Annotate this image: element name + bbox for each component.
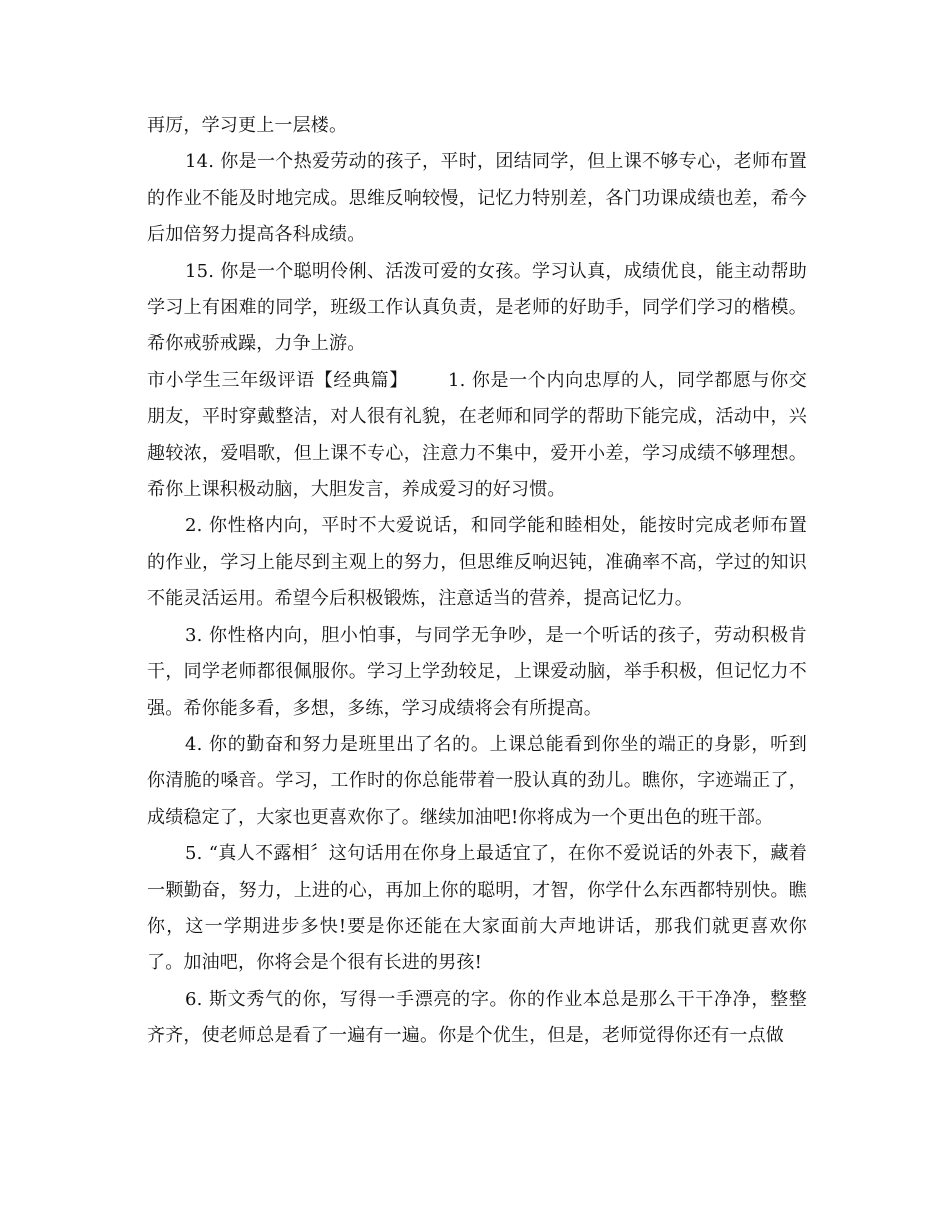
- paragraph-item-15: 15. 你是一个聪明伶俐、活泼可爱的女孩。学习认真，成绩优良，能主动帮助学习上有困难的同学，班级工作认真负责，是老师的好助手，同学们学习的楷模。希你戒骄戒躁，力争上游。: [147, 260, 807, 355]
- paragraph-item-2: 2. 你性格内向，平时不大爱说话，和同学能和睦相处，能按时完成老师布置的作业，学习上能尽到主观上的努力，但思维反响迟钝，准确率不高，学过的知识不能灵活运用。希望今后积极锻炼，注意适当的营养，提高记忆力。: [147, 515, 807, 610]
- paragraph-item-1: 1. 你是一个内向忠厚的人，同学都愿与你交朋友，平时穿戴整洁，对人很有礼貌，在老师和同学的帮助下能完成，活动中，兴趣较浓，爱唱歌，但上课不专心，注意力不集中，爱开小差，学习成绩不够理想。希你上课积极动脑，大胆发言，养成爱习的好习惯。: [147, 369, 807, 501]
- paragraph-item-4: 4. 你的勤奋和努力是班里出了名的。上课总能看到你坐的端正的身影，听到你清脆的嗓音。学习，工作时的你总能带着一股认真的劲儿。瞧你，字迹端正了，成绩稳定了，大家也更喜欢你了。继续加油吧!你将成为一个更出色的班干部。: [147, 733, 807, 828]
- paragraph-item-3: 3. 你性格内向，胆小怕事，与同学无争吵，是一个听话的孩子，劳动积极肯干，同学老师都很佩服你。学习上学劲较足，上课爱动脑，举手积极，但记忆力不强。希你能多看，多想，多练，学习成绩将会有所提高。: [147, 624, 807, 719]
- paragraph-item-6: 6. 斯文秀气的你，写得一手漂亮的字。你的作业本总是那么干干净净，整整齐齐，使老师总是看了一遍有一遍。你是个优生，但是，老师觉得你还有一点做: [147, 988, 807, 1047]
- paragraph-continuation: 再厉，学习更上一层楼。: [147, 115, 348, 136]
- paragraph-item-14: 14. 你是一个热爱劳动的孩子，平时，团结同学，但上课不够专心，老师布置的作业不能及时地完成。思维反响较慢，记忆力特别差，各门功课成绩也差，希今后加倍努力提高各科成绩。: [147, 151, 807, 246]
- section-heading: 市小学生三年级评语【经典篇】: [147, 369, 408, 391]
- document-page: [147, 108, 807, 1055]
- section-paragraph: [147, 363, 807, 509]
- paragraph-item-5: 5. “真人不露相〞这句话用在你身上最适宜了，在你不爱说话的外表下，藏着一颗勤奋，努力，上进的心，再加上你的聪明，才智，你学什么东西都特别快。瞧你，这一学期进步多快!要是你还能在大家面前大声地讲话，那我们就更喜欢你了。加油吧，你将会是个很有长进的男孩!: [147, 843, 807, 974]
